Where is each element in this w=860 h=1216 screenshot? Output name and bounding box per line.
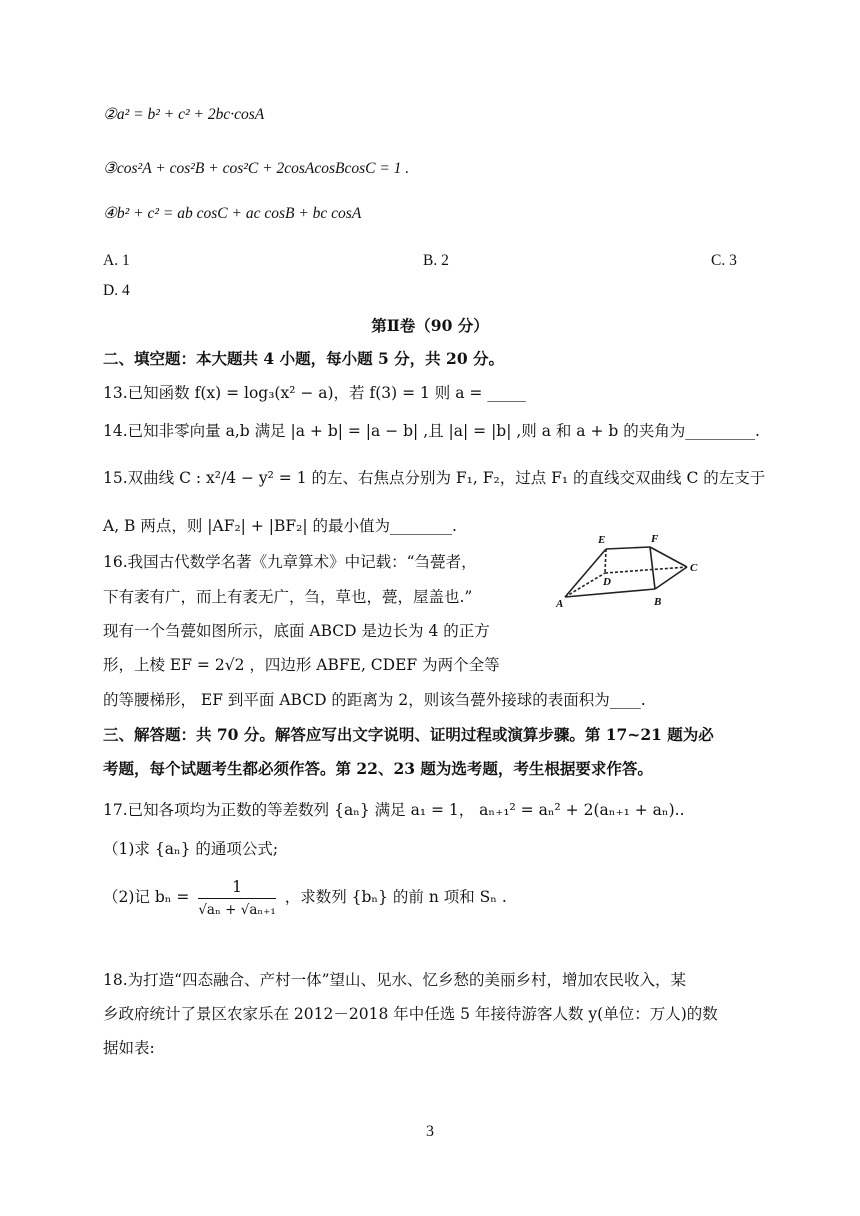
item-3: ③cos²A + cos²B + cos²C + 2cosAcosBcosC = 1 . — [103, 160, 410, 177]
label-c: C — [690, 562, 698, 574]
edge-ae — [565, 549, 606, 597]
edge-ed — [605, 549, 606, 573]
item-2: ②a² = b² + c² + 2bc·cosA — [103, 106, 265, 123]
edge-dc — [605, 567, 687, 573]
question-13: 13.已知函数 f(x) = log₃(x² − a)，若 f(3) = 1 则 a = _____ — [103, 384, 527, 402]
page-number: 3 — [426, 1123, 434, 1140]
question-18-line-1: 18.为打造“四态融合、产村一体”望山、见水、忆乡愁的美丽乡村，增加农民收入，某 — [103, 971, 687, 989]
option-a: A. 1 — [103, 252, 130, 269]
option-b: B. 2 — [423, 252, 449, 269]
section-title: 第Ⅱ卷（90 分） — [371, 316, 489, 335]
label-b: B — [654, 596, 662, 608]
solve-heading-2: 考题，每个试题考生都必须作答。第 22、23 题为选考题，考生根据要求作答。 — [103, 759, 653, 778]
frustum-figure — [553, 525, 713, 613]
part-2-suffix: ，求数列 {bₙ} 的前 n 项和 Sₙ . — [284, 888, 507, 906]
label-d: D — [603, 576, 611, 588]
item-4: ④b² + c² = ab cosC + ac cosB + bc cosA — [103, 205, 362, 222]
edge-fb — [650, 547, 655, 589]
label-e: E — [598, 534, 606, 546]
question-18-line-3: 据如表: — [103, 1039, 155, 1057]
question-16-line-2: 下有袤有广，而上有袤无广，刍，草也，甍，屋盖也.” — [103, 588, 473, 606]
question-16-line-1: 16.我国古代数学名著《九章算术》中记载：“刍甍者， — [103, 553, 477, 571]
question-16-line-4: 形，上棱 EF = 2√2 ，四边形 ABFE, CDEF 为两个全等 — [103, 656, 500, 674]
edge-ab — [565, 589, 655, 597]
fraction-denominator: √aₙ + √aₙ₊₁ — [198, 902, 276, 918]
question-14: 14.已知非零向量 a,b 满足 |a + b| = |a − b| ,且 |a| = |b| ,则 a 和 a + b 的夹角为_________. — [103, 422, 760, 440]
question-15-line-1: 15.双曲线 C : x²/4 − y² = 1 的左、右焦点分别为 F₁, F₂，过点 F₁ 的直线交双曲线 C 的左支于 — [103, 469, 766, 487]
label-a: A — [556, 598, 564, 610]
question-17: 17.已知各项均为正数的等差数列 {aₙ} 满足 a₁ = 1， aₙ₊₁² = aₙ² + 2(aₙ₊₁ + aₙ).. — [103, 801, 685, 819]
question-17-part-2 — [103, 876, 507, 924]
edge-bc — [655, 567, 687, 589]
solve-heading-1: 三、解答题：共 70 分。解答应写出文字说明、证明过程或演算步骤。第 17~21 题为必 — [103, 725, 714, 744]
question-16-line-5: 的等腰梯形， EF 到平面 ABCD 的距离为 2，则该刍甍外接球的表面积为____. — [103, 691, 646, 709]
fraction-numerator: 1 — [198, 876, 275, 899]
question-16-line-3: 现有一个刍甍如图所示，底面 ABCD 是边长为 4 的正方 — [103, 622, 490, 640]
part-2-prefix: （2)记 bₙ = — [103, 888, 190, 906]
question-17-part-1: （1)求 {aₙ} 的通项公式; — [103, 840, 279, 858]
label-f: F — [651, 533, 659, 545]
question-18-line-2: 乡政府统计了景区农家乐在 2012－2018 年中任选 5 年接待游客人数 y(单位：万人)的数 — [103, 1005, 718, 1023]
edge-ef — [606, 547, 650, 549]
edge-fc — [650, 547, 687, 567]
question-15-line-2: A, B 两点，则 |AF₂| + |BF₂| 的最小值为________. — [103, 517, 457, 535]
option-c: C. 3 — [711, 252, 737, 269]
fraction — [198, 876, 275, 921]
option-d: D. 4 — [103, 282, 130, 299]
fill-heading: 二、填空题：本大题共 4 小题，每小题 5 分，共 20 分。 — [103, 349, 505, 368]
